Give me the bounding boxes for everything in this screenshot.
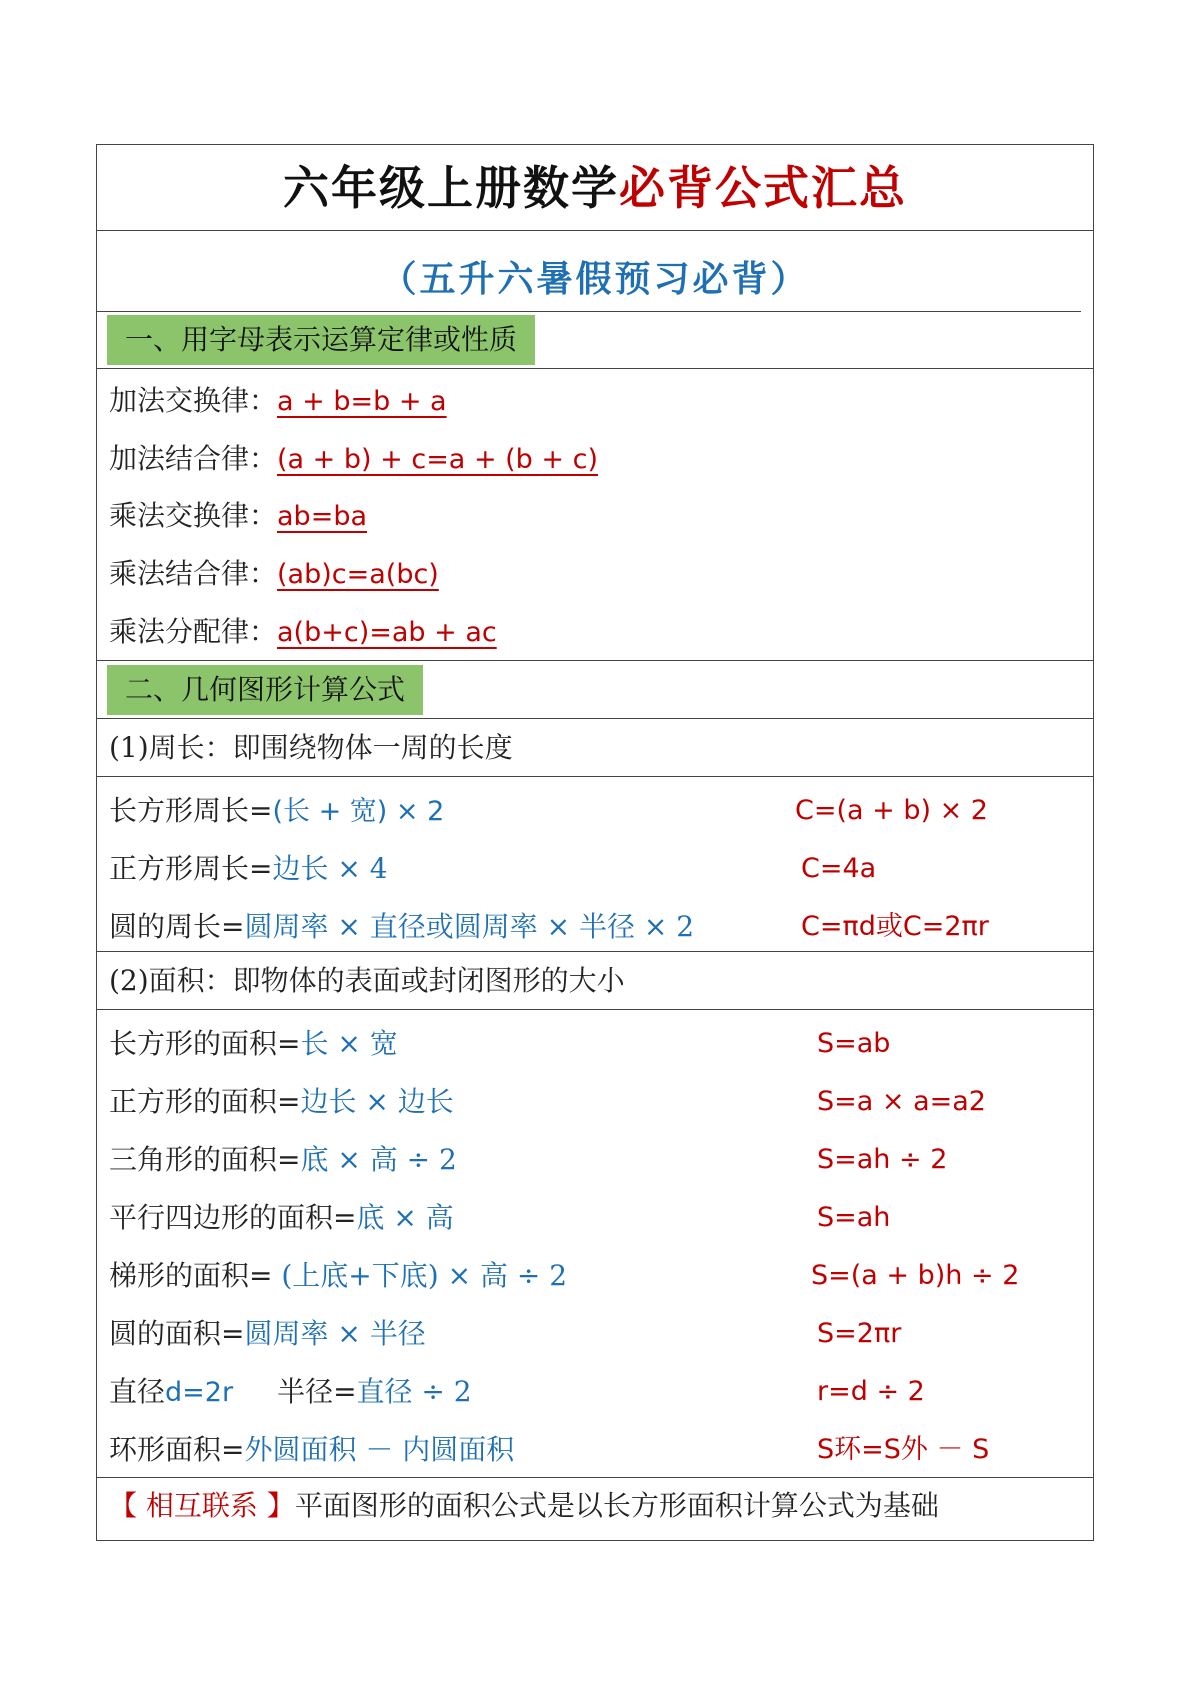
title-black-part: 六年级上册数学: [283, 161, 619, 215]
footer-highlight: 【 相互联系 】: [109, 1489, 295, 1522]
letter-formula: S=ah ÷ 2: [817, 1144, 948, 1175]
section1-header: [97, 311, 1093, 369]
diameter-radius-item: [109, 1372, 472, 1413]
word-formula: 底 × 高 ÷ 2: [300, 1143, 457, 1176]
area-item: [109, 1198, 454, 1238]
formula-label: 梯形的面积=: [109, 1259, 273, 1292]
formula-sheet: [96, 144, 1094, 1541]
word-formula: (长 + 宽) × 2: [272, 796, 445, 827]
word-formula: 边长 × 边长: [300, 1085, 454, 1118]
law-formula: ab=ba: [277, 501, 368, 532]
diameter-value: d=2r: [165, 1377, 234, 1408]
area-body: [97, 1010, 1093, 1478]
perimeter-item: [109, 849, 388, 889]
law-item: [109, 439, 598, 480]
word-formula: 圆周率 × 半径: [244, 1317, 426, 1350]
section1-body: [97, 369, 1093, 661]
perimeter-item: [109, 907, 694, 947]
area-item: [109, 1256, 567, 1296]
law-label: 乘法分配律：: [109, 615, 278, 648]
formula-label: 三角形的面积=: [109, 1143, 301, 1176]
footer-text: 平面图形的面积公式是以长方形面积计算公式为基础: [294, 1489, 939, 1522]
perimeter-body: [97, 777, 1093, 952]
law-formula: a(b+c)=ab + ac: [277, 617, 497, 648]
formula-label: 环形面积=: [109, 1433, 245, 1466]
letter-formula: S=(a + b)h ÷ 2: [811, 1260, 1020, 1291]
word-formula: 长 × 宽: [300, 1027, 398, 1060]
letter-formula: r=d ÷ 2: [817, 1376, 925, 1407]
area-item: [109, 1140, 457, 1180]
footer-note: [97, 1478, 1093, 1540]
law-label: 乘法交换律：: [109, 499, 278, 532]
law-formula: (ab)c=a(bc): [277, 559, 439, 590]
area-definition: (2)面积：即物体的表面或封闭图形的大小: [97, 952, 1093, 1010]
area-item: [109, 1314, 426, 1354]
law-item: [109, 496, 367, 537]
law-item: [109, 612, 497, 653]
word-formula: 边长 × 4: [272, 852, 388, 885]
word-formula: (上底+下底) × 高 ÷ 2: [272, 1259, 568, 1292]
letter-formula: C=(a + b) × 2: [795, 795, 988, 826]
formula-label: 圆的面积=: [109, 1317, 245, 1350]
law-label: 加法结合律：: [109, 442, 278, 475]
subtitle: （五升六暑假预习必背）: [380, 259, 810, 300]
law-item: [109, 554, 439, 595]
formula-label: 长方形周长=: [109, 794, 273, 827]
law-label: 乘法结合律：: [109, 557, 278, 590]
word-formula: 外圆面积 － 内圆面积: [244, 1433, 515, 1466]
formula-label: 半径=: [277, 1375, 357, 1408]
perimeter-definition: (1)周长：即围绕物体一周的长度: [97, 719, 1093, 777]
law-formula: a + b=b + a: [277, 386, 447, 417]
letter-formula: S=ab: [817, 1028, 891, 1059]
word-formula: 圆周率 × 直径或圆周率 × 半径 × 2: [244, 910, 695, 943]
letter-formula: S=ah: [817, 1202, 891, 1233]
page-title: [97, 145, 1093, 231]
formula-label: 长方形的面积=: [109, 1027, 301, 1060]
area-item: [109, 1430, 514, 1470]
law-item: [109, 381, 447, 422]
letter-formula: S=a × a=a2: [817, 1086, 986, 1117]
area-item: [109, 1082, 454, 1122]
title-red-part: 必背公式汇总: [619, 161, 907, 215]
section2-header: [97, 661, 1093, 719]
area-item: [109, 1024, 398, 1064]
footer-line: [109, 1478, 939, 1534]
law-formula: (a + b) + c=a + (b + c): [277, 444, 598, 475]
perimeter-item: [109, 791, 444, 832]
letter-formula: C=4a: [801, 853, 877, 884]
formula-label: 正方形周长=: [109, 852, 273, 885]
letter-formula: S环=S外 － S: [817, 1434, 990, 1465]
formula-label: 正方形的面积=: [109, 1085, 301, 1118]
formula-label: 圆的周长=: [109, 910, 245, 943]
formula-label: 直径: [109, 1375, 166, 1408]
letter-formula: S=2πr: [817, 1318, 902, 1349]
law-label: 加法交换律：: [109, 384, 278, 417]
section2-heading: 二、几何图形计算公式: [107, 665, 423, 715]
word-formula: 底 × 高: [356, 1201, 454, 1234]
formula-label: 平行四边形的面积=: [109, 1201, 357, 1234]
word-formula: 直径 ÷ 2: [356, 1375, 472, 1408]
section1-heading: 一、用字母表示运算定律或性质: [107, 315, 535, 365]
letter-formula: C=πd或C=2πr: [801, 911, 989, 942]
